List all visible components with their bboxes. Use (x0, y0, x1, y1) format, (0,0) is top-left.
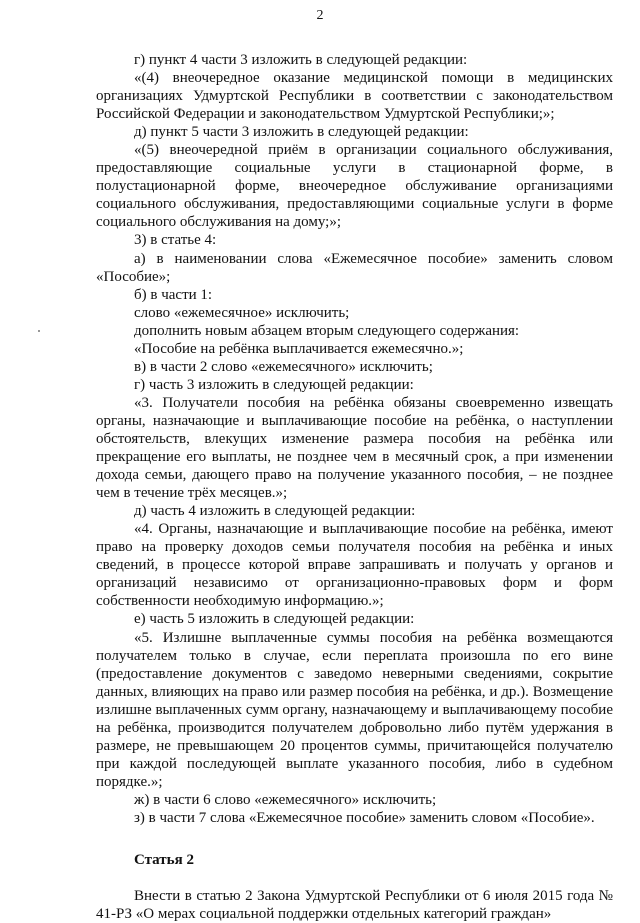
paragraph: в) в части 2 слово «ежемесячного» исключить; (134, 358, 433, 375)
spacer (96, 869, 613, 887)
paragraph: 3) в статье 4: (134, 232, 217, 249)
paragraph: г) часть 3 изложить в следующей редакции: (134, 376, 414, 393)
paragraph: «(5) внеочередной приём в организации социального обслуживания, предоставляющие социальные услуги в стационарной форме, в полустационарной форме, внеочередное обслуживание организациями социального обслуживания, предоставляющими социальные услуги в форме социального обслуживания на дому;»; (96, 142, 613, 231)
paragraph: б) в части 1: (134, 286, 213, 303)
paragraph: «(4) внеочередное оказание медицинской помощи в медицинских организациях Удмуртской Республики в соответствии с законодательством Российской Федерации и законодательством Удмуртской Республики;»; (96, 70, 613, 123)
page-number: 2 (316, 8, 324, 23)
paragraph: дополнить новым абзацем вторым следующего содержания: (134, 322, 520, 339)
scan-speck (38, 330, 40, 332)
document-body (96, 51, 613, 923)
paragraph: слово «ежемесячное» исключить; (134, 304, 350, 321)
article-heading: Статья 2 (134, 852, 194, 869)
spacer (96, 827, 613, 851)
paragraph: з) в части 7 слова «Ежемесячное пособие» заменить словом «Пособие». (134, 809, 595, 826)
paragraph: «5. Излишне выплаченные суммы пособия на ребёнка возмещаются получателем только в случае, если переплата произошла по его вине (предоставление документов с заведомо неверными сведениями, сокрытие данных, влияющих на право или размер пособия на ребёнка, и др.). Возмещение излишне выплаченных сумм органу, назначающему и выплачивающему пособие на ребёнка, производится получателем добровольно либо путём удержания в размере, не превышающем 20 процентов суммы, причитающейся получателю при каждой последующей выплате указанного пособия, либо в судебном порядке.»; (96, 629, 613, 790)
paragraph: «3. Получатели пособия на ребёнка обязаны своевременно извещать органы, назначающие и выплачивающие пособие на ребёнка, о наступлении обстоятельств, влекущих изменение размера пособия на ребёнка или прекращение его выплаты, не позднее чем в месячный срок, а при изменении дохода семьи, дающего право на получение указанного пособия, – не позднее чем в течение трёх месяцев.»; (96, 394, 613, 502)
paragraph: е) часть 5 изложить в следующей редакции: (134, 611, 415, 628)
paragraph: а) в наименовании слова «Ежемесячное пособие» заменить словом «Пособие»; (96, 250, 613, 285)
paragraph: «Пособие на ребёнка выплачивается ежемесячно.»; (134, 340, 464, 357)
paragraph: г) пункт 4 части 3 изложить в следующей редакции: (134, 52, 468, 68)
paragraph: «4. Органы, назначающие и выплачивающие пособие на ребёнка, имеют право на проверку доходов семьи получателя пособия на ребёнка и иных сведений, в процессе которой вправе запрашивать и получать у органов и организаций независимо от организационно-правовых форм и форм собственности необходимую информацию.»; (96, 521, 613, 610)
paragraph: ж) в части 6 слово «ежемесячного» исключить; (134, 791, 437, 808)
paragraph: д) часть 4 изложить в следующей редакции: (134, 503, 416, 520)
closing-paragraph: Внести в статью 2 Закона Удмуртской Республики от 6 июля 2015 года № 41-РЗ «О мерах социальной поддержки отдельных категорий граждан» (96, 888, 613, 923)
paragraph: д) пункт 5 части 3 изложить в следующей редакции: (134, 124, 469, 141)
